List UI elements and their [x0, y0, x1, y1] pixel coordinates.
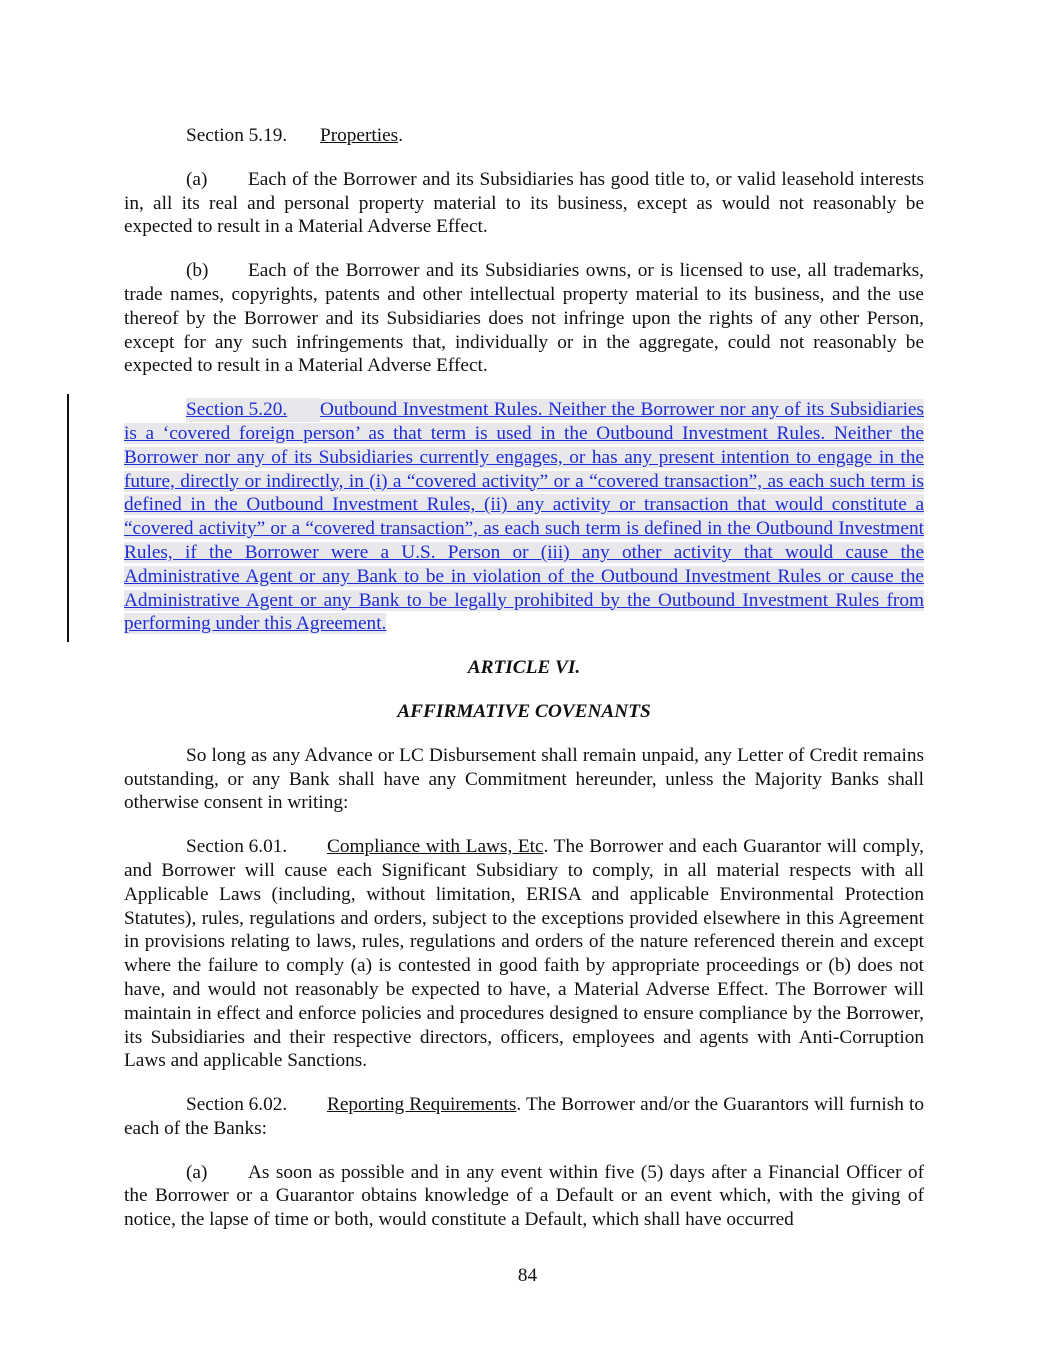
section-text: . The Borrower and each Guarantor will comply, and Borrower will cause each Significant Subsidiary to comply, in all material respects with all Applicable Laws (including, without limitation, ERISA and applicable Environmental Protection Statutes), rules, regulations and orders, subject to the exceptions provided elsewhere in this Agreement in provisions relating to laws, rules, regulations and orders of the nature referenced therein and except where the failure to comply (a) is contested in good faith by appropriate proceedings or (b) does not have, and would not reasonably be expected to have, a Material Adverse Effect. The Borrower will maintain in effect and enforce policies and procedures designed to ensure compliance by the Borrower, its Subsidiaries and their respective directors, officers, employees and agents with Anti-Corruption Laws and applicable Sanctions. [124, 836, 924, 1072]
section-text: Neither the Borrower nor any of its Subsidiaries is a ‘covered foreign person’ as that term is used in the Outbound Investment Rules. Neither the Borrower nor any of its Subsidiaries currently engages, or has any present intention to engage in the future, directly or indirectly, in (i) a “covered activity” or a “covered transaction”, as each such term is defined in the Outbound Investment Rules, (ii) any activity or transaction that would constitute a “covered activity” or a “covered transaction”, as each such term is defined in the Outbound Investment Rules, if the Borrower were a U.S. Person or (iii) any other activity that would cause the Administrative Agent or any Bank to be in violation of the Outbound Investment Rules or cause the Administrative Agent or any Bank to be legally prohibited by the Outbound Investment Rules from performing under this Agreement. [124, 399, 924, 635]
section-5-19-a [124, 168, 924, 239]
section-number: Section 5.20. [186, 398, 320, 422]
section-number: Section 6.02. [186, 1094, 288, 1116]
section-6-02-a [124, 1161, 924, 1232]
page-number: 84 [517, 1265, 538, 1286]
document-page [124, 124, 924, 1232]
section-6-01 [124, 835, 924, 1073]
article-intro: So long as any Advance or LC Disbursement shall remain unpaid, any Letter of Credit remains outstanding, or any Bank shall have any Commitment hereunder, unless the Majority Banks shall otherwise consent in writing: [124, 744, 924, 814]
section-5-19-b [124, 259, 924, 378]
section-number: Section 6.01. [186, 836, 288, 858]
section-title: Reporting Requirements [327, 1094, 517, 1116]
section-title-period: . [398, 125, 404, 146]
section-text: . The Borrower and/or the Guarantors will furnish to each of the Banks: [124, 1094, 924, 1139]
section-6-02 [124, 1093, 924, 1141]
paragraph-text: Each of the Borrower and its Subsidiaries has good title to, or valid leasehold interests in, all its real and personal property material to its business, except as would not reasonably be expected to result in a Material Adverse Effect. [124, 168, 924, 238]
section-title: Outbound Investment Rules. [320, 399, 543, 421]
section-5-20-paragraph [124, 398, 924, 636]
paragraph-label: (a) [186, 168, 208, 190]
paragraph-text: Each of the Borrower and its Subsidiaries owns, or is licensed to use, all trademarks, trade names, copyrights, patents and other intellectual property material to its business, and the use thereof by the Borrower and its Subsidiaries does not infringe upon the rights of any other Person, except for any such infringements that, individually or in the aggregate, could not reasonably be expected to result in a Material Adverse Effect. [124, 260, 924, 377]
paragraph-label: (b) [186, 260, 209, 282]
article-number: ARTICLE VI. [467, 657, 581, 679]
section-title: Compliance with Laws, Etc [327, 836, 544, 858]
revision-change-bar [67, 394, 69, 642]
section-number: Section 5.19. [186, 125, 288, 146]
paragraph-text: As soon as possible and in any event within five (5) days after a Financial Officer of the Borrower or a Guarantor obtains knowledge of a Default or an event which, with the giving of notice, the lapse of time or both, would constitute a Default, which shall have occurred [124, 1161, 924, 1231]
section-5-19-heading [124, 124, 924, 148]
inserted-section-5-20 [124, 398, 924, 636]
section-title: Properties [320, 125, 399, 146]
paragraph-label: (a) [186, 1161, 208, 1183]
article-title: AFFIRMATIVE COVENANTS [397, 700, 651, 722]
